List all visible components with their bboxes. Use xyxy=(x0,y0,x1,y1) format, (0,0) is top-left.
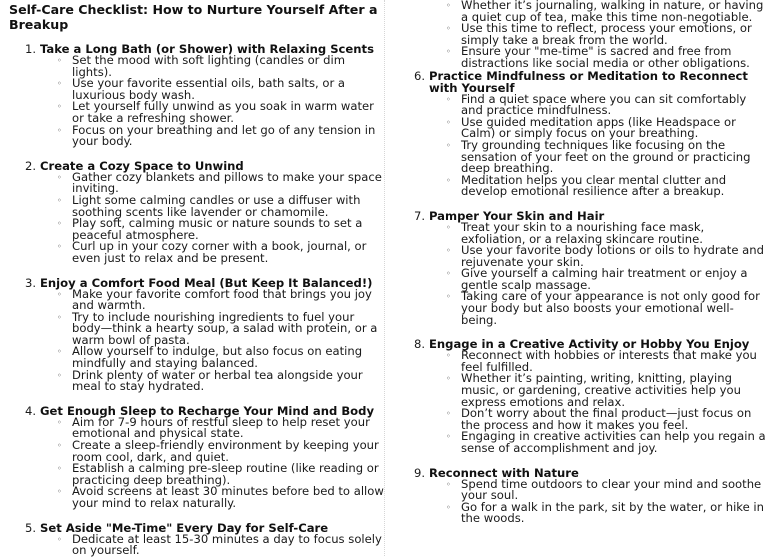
checklist-section-1 xyxy=(9,43,384,148)
list-item: ◦ Reconnect with hobbies or interests that make you feel fulfilled. xyxy=(446,348,757,374)
section-title: Reconnect with Nature xyxy=(429,465,579,480)
circle-bullet-icon: ◦ xyxy=(57,347,62,357)
circle-bullet-icon: ◦ xyxy=(446,479,451,489)
list-item: ◦ Give yourself a calming hair treatment or enjoy a gentle scalp massage. xyxy=(446,266,748,292)
circle-bullet-icon: ◦ xyxy=(446,432,451,442)
section-5-continued xyxy=(384,0,768,70)
section-number: 8. xyxy=(414,337,426,352)
circle-bullet-icon: ◦ xyxy=(57,534,62,544)
circle-bullet-icon: ◦ xyxy=(57,289,62,299)
list-item: ◦ Establish a calming pre-sleep routine (like reading or practicing deep breathing). xyxy=(57,461,379,487)
checklist xyxy=(9,43,384,557)
list-item: ◦ Drink plenty of water or herbal tea alongside your meal to stay hydrated. xyxy=(57,367,363,394)
section-number: 1. xyxy=(25,42,37,56)
list-item: ◦ Try to include nourishing ingredients to fuel your body—think a hearty soup, a salad with protein, or a warm bowl of pasta. xyxy=(57,309,378,347)
circle-bullet-icon: ◦ xyxy=(446,175,451,185)
circle-bullet-icon: ◦ xyxy=(446,94,451,104)
section-number: 5. xyxy=(25,520,37,535)
section-number: 6. xyxy=(414,68,426,83)
list-item: ◦ Find a quiet space where you can sit comfortably and practice mindfulness. xyxy=(446,91,747,118)
list-item: ◦ Avoid screens at least 30 minutes before bed to allow your mind to relax naturally. xyxy=(57,484,384,510)
circle-bullet-icon: ◦ xyxy=(446,292,451,302)
section-number: 3. xyxy=(25,275,37,290)
circle-bullet-icon: ◦ xyxy=(57,102,62,112)
circle-bullet-icon: ◦ xyxy=(446,140,451,150)
left-column xyxy=(0,0,384,556)
circle-bullet-icon: ◦ xyxy=(57,464,62,474)
checklist-section-3 xyxy=(9,277,384,393)
list-item: ◦ Curl up in your cozy corner with a book, journal, or even just to relax and be present. xyxy=(57,239,367,265)
checklist-section-4 xyxy=(9,405,384,510)
circle-bullet-icon: ◦ xyxy=(57,312,62,322)
section-title: Take a Long Bath (or Shower) with Relaxing Scents xyxy=(40,42,374,56)
list-item: ◦ Spend time outdoors to clear your mind and soothe your soul. xyxy=(446,476,762,503)
list-item: ◦ Use your favorite body lotions or oils to hydrate and rejuvenate your skin. xyxy=(446,243,764,269)
circle-bullet-icon: ◦ xyxy=(446,246,451,256)
circle-bullet-icon: ◦ xyxy=(446,374,451,384)
section-title: Enjoy a Comfort Food Meal (But Keep It Balanced!) xyxy=(40,275,373,290)
list-item: ◦ Meditation helps you clear mental clutter and develop emotional resilience after a breakup. xyxy=(446,172,727,199)
list-item: ◦ Ensure your "me-time" is sacred and free from distractions like social media or other obligations. xyxy=(446,44,750,70)
checklist-section-2 xyxy=(9,160,384,265)
right-column xyxy=(384,0,768,556)
circle-bullet-icon: ◦ xyxy=(57,441,62,451)
checklist-section-6 xyxy=(384,70,768,198)
circle-bullet-icon: ◦ xyxy=(446,409,451,419)
list-item: ◦ Light some calming candles or use a diffuser with soothing scents like lavender or chamomile. xyxy=(57,192,361,219)
circle-bullet-icon: ◦ xyxy=(57,487,62,497)
list-item: ◦ Use guided meditation apps (like Headspace or Calm) or simply focus on your breathing. xyxy=(446,114,736,141)
list-item: ◦ Engaging in creative activities can help you regain a sense of accomplishment and joy. xyxy=(446,429,766,455)
list-item: ◦ Create a sleep-friendly environment by keeping your room cool, dark, and quiet. xyxy=(57,438,379,464)
circle-bullet-icon: ◦ xyxy=(446,502,451,512)
circle-bullet-icon: ◦ xyxy=(446,351,451,361)
list-item: ◦ Whether it’s journaling, walking in nature, or having a quiet cup of tea, make this time non-negotiable. xyxy=(446,0,764,24)
circle-bullet-icon: ◦ xyxy=(57,125,62,135)
page-title: Self-Care Checklist: How to Nurture Yourself After a Breakup xyxy=(9,2,378,32)
list-item: ◦ Aim for 7-9 hours of restful sleep to help reset your emotional and physical state. xyxy=(57,414,370,441)
circle-bullet-icon: ◦ xyxy=(57,417,62,427)
circle-bullet-icon: ◦ xyxy=(57,195,62,205)
list-item: ◦ Allow yourself to indulge, but also focus on eating mindfully and staying balanced. xyxy=(57,344,363,371)
section-number: 4. xyxy=(25,403,37,418)
checklist-section-5 xyxy=(9,522,384,557)
section-title: Set Aside "Me-Time" Every Day for Self-Care xyxy=(40,520,329,535)
list-item: ◦ Use this time to reflect, process your emotions, or simply take a break from the world. xyxy=(446,21,752,47)
list-item: ◦ Don’t worry about the final product—just focus on the process and how it makes you feel. xyxy=(446,406,752,432)
checklist-continued xyxy=(384,70,768,525)
list-item: ◦ Use your favorite essential oils, bath salts, or a luxurious body wash. xyxy=(57,76,346,102)
list-item: ◦ Set the mood with soft lighting (candles or dim lights). xyxy=(57,53,346,79)
list-item: ◦ Try grounding techniques like focusing on the sensation of your feet on the ground or practicing deep breathing. xyxy=(446,137,751,176)
section-number: 2. xyxy=(25,158,37,173)
circle-bullet-icon: ◦ xyxy=(446,47,451,57)
list-item: ◦ Treat your skin to a nourishing face mask, exfoliation, or a relaxing skincare routine. xyxy=(446,219,705,246)
circle-bullet-icon: ◦ xyxy=(57,79,62,89)
circle-bullet-icon: ◦ xyxy=(446,269,451,279)
checklist-section-8 xyxy=(384,338,768,454)
section-title: Practice Mindfulness or Meditation to Reconnect with Yourself xyxy=(429,68,748,95)
section-title: Engage in a Creative Activity or Hobby You Enjoy xyxy=(429,337,750,352)
circle-bullet-icon: ◦ xyxy=(57,219,62,229)
circle-bullet-icon: ◦ xyxy=(57,172,62,182)
checklist-section-9 xyxy=(384,467,768,525)
list-item: ◦ Make your favorite comfort food that brings you joy and warmth. xyxy=(57,286,372,313)
checklist-section-7 xyxy=(384,210,768,326)
list-item: ◦ Dedicate at least 15-30 minutes a day to focus solely on yourself. xyxy=(57,531,382,557)
section-number: 9. xyxy=(414,465,426,480)
section-title: Get Enough Sleep to Recharge Your Mind and Body xyxy=(40,403,374,418)
list-item: ◦ Focus on your breathing and let go of any tension in your body. xyxy=(57,122,376,149)
list-item: ◦ Gather cozy blankets and pillows to make your space inviting. xyxy=(57,169,382,196)
list-item: ◦ Taking care of your appearance is not only good for your body but also boosts your emotional well-being. xyxy=(446,289,760,327)
list-item: ◦ Let yourself fully unwind as you soak in warm water or take a refreshing shower. xyxy=(57,99,374,125)
list-item: ◦ Play soft, calming music or nature sounds to set a peaceful atmosphere. xyxy=(57,216,363,242)
circle-bullet-icon: ◦ xyxy=(446,117,451,127)
section-number: 7. xyxy=(414,208,426,223)
circle-bullet-icon: ◦ xyxy=(57,56,62,65)
circle-bullet-icon: ◦ xyxy=(57,242,62,252)
circle-bullet-icon: ◦ xyxy=(446,1,451,10)
circle-bullet-icon: ◦ xyxy=(446,24,451,34)
list-item: ◦ Go for a walk in the park, sit by the water, or hike in the woods. xyxy=(446,499,764,526)
section-title: Pamper Your Skin and Hair xyxy=(429,208,605,223)
circle-bullet-icon: ◦ xyxy=(446,222,451,232)
section-title: Create a Cozy Space to Unwind xyxy=(40,158,244,173)
circle-bullet-icon: ◦ xyxy=(57,370,62,380)
list-item: ◦ Whether it’s painting, writing, knitting, playing music, or gardening, creative activities help you express emotions and relax. xyxy=(446,371,741,409)
